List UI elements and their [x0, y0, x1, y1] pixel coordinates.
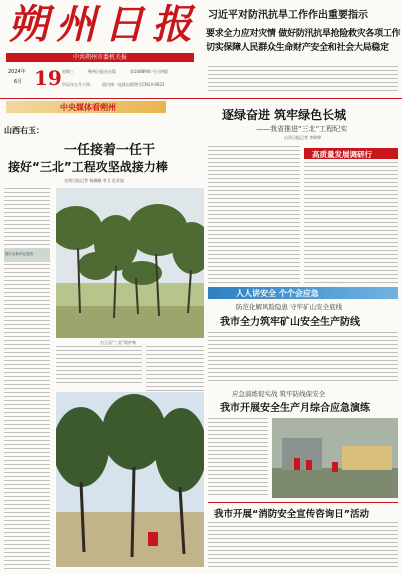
right-feature-byline: 山西日报记者 李婷婷	[284, 135, 322, 140]
emergency-article-text-col1	[208, 418, 268, 498]
bottom-article-title[interactable]: 我市开展“消防安全宣传咨询日”活动	[214, 509, 369, 520]
date-year: 2024年	[8, 69, 26, 75]
bottom-photo-trees	[56, 392, 204, 567]
date-day: 19	[34, 66, 62, 90]
emergency-article[interactable]	[208, 389, 398, 417]
left-article-kicker: 山西右玉：	[4, 126, 44, 135]
bottom-article-text	[208, 522, 398, 568]
right-feature-text-col1	[208, 146, 300, 286]
left-inset-caption: 图片由新华社提供	[5, 252, 33, 256]
left-banner-label: 中央媒体看朔州	[60, 103, 116, 112]
safety-banner-label: 人人讲安全 个个会应急	[236, 289, 319, 298]
right-section-banner-label: 高质量发展调研行	[312, 150, 372, 159]
left-article-text-col3	[146, 346, 204, 396]
left-article-title-line1: 一任接着一任干	[64, 143, 156, 158]
safety-article-title: 我市全力筑牢矿山安全生产防线	[220, 317, 360, 328]
top-news-body-text	[208, 66, 398, 94]
right-feature-subtitle: ——我省推进“三北”工程纪实	[256, 125, 348, 133]
right-feature-text-col2	[304, 162, 398, 286]
date-lunar: 甲辰年五月十四	[62, 82, 90, 87]
date-weekday: 星期三	[62, 69, 74, 74]
emergency-article-kicker: 应急演练促实战 筑牢防线保安全	[232, 390, 326, 398]
left-article-text-col1	[4, 188, 50, 246]
masthead	[0, 0, 200, 100]
publisher: 朔州日报社出版	[88, 69, 116, 74]
left-article-text-col2	[56, 346, 142, 386]
right-feature-title: 逐绿奋进 筑牢绿色长城	[222, 108, 347, 122]
emergency-article-title: 我市开展安全生产月综合应急演练	[220, 403, 370, 414]
masthead-divider	[0, 98, 402, 99]
masthead-title: 朔州日报	[8, 1, 200, 48]
left-banner	[6, 101, 166, 113]
safety-banner	[208, 287, 398, 299]
top-news-title-line2: 切实保障人民群众生命财产安全和社会大局稳定	[206, 43, 389, 53]
safety-article[interactable]	[208, 302, 398, 332]
right-feature[interactable]	[208, 104, 400, 152]
masthead-subtitle: 中共朔州市委机关报	[6, 53, 194, 62]
left-article-title-line2: 接好“三北”工程攻坚战接力棒	[8, 160, 168, 174]
left-inset-photo	[4, 248, 50, 262]
left-article-text-col1b	[4, 264, 50, 570]
top-news-title-line1: 要求全力应对灾情 做好防汛抗旱抢险救灾各项工作	[206, 29, 401, 39]
left-article-byline: 光明日报记者 杨珊珊 李卫 范亚旭	[64, 178, 124, 183]
issue-number: 第10889期 今日四版	[130, 69, 168, 74]
serial-code: 国内统一连续出版物号CN14-0031	[102, 82, 165, 87]
bottom-divider	[208, 502, 398, 503]
main-photo-forest	[56, 188, 204, 338]
right-section-banner	[304, 148, 398, 159]
date-month: 6月	[14, 79, 23, 85]
top-news[interactable]	[204, 4, 401, 66]
safety-article-kicker: 防范化解风险隐患 守牢矿山安全底线	[236, 303, 343, 311]
safety-article-text	[208, 332, 398, 384]
main-photo-caption: 右玉县“三北”防护林	[100, 340, 137, 345]
top-news-kicker: 习近平对防汛抗旱工作作出重要指示	[208, 10, 368, 21]
date-block	[8, 66, 64, 92]
emergency-photo	[272, 418, 398, 498]
